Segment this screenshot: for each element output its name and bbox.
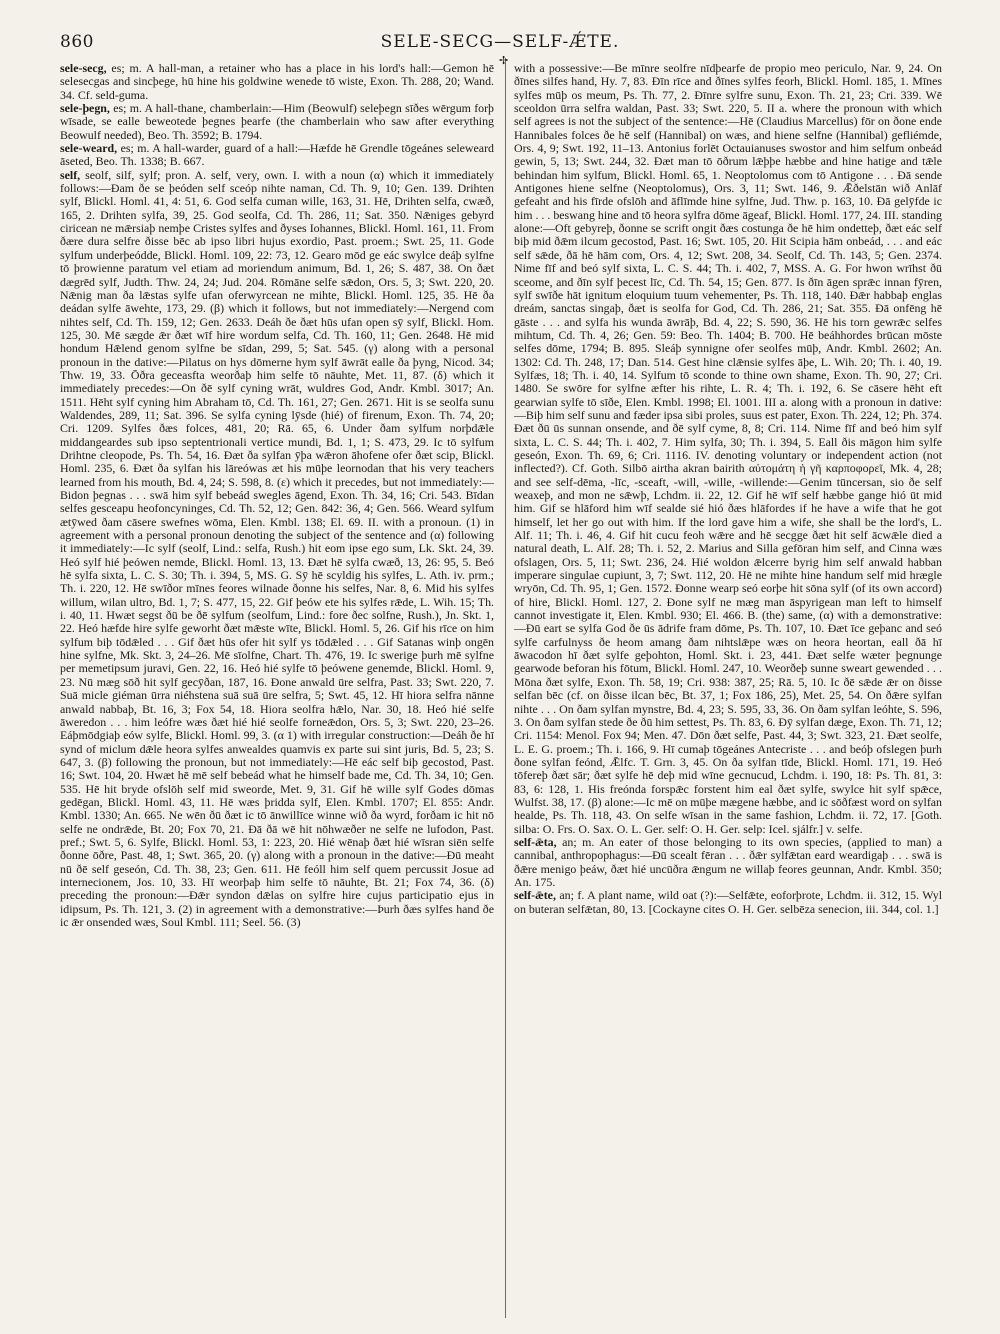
column-divider (505, 58, 506, 1318)
entry-text: with a possessive:—Be mīnre seolfre nīdþearfe de propio meo periculo, Nar. 9, 24. On ðīnes silfes hand, Hy. 7, 83. Ðīn rīce and ðīnes sylfes feorh, Blickl. Homl. 185, 1. Mīnes sylfes mūþ os meum, Ps. Th. 77, 2. Ðīnre sylfre sunu, Exon. Th. 21, 23; Cri. 339. Wē sceoldon ūrra selfra waldan, Past. 33; Swt. 220, 5. II a. where the pronoun with which self agrees is not the subject of the sentence:—Hē (Claudius Marcellus) fōr on ðone ende Hannibales folces ðe hē self (Hannibal) on wæs, and hiene selfne (Hannibal) gefliémde, Ors. 4, 9; Swt. 192, 11–13. Antonius forlēt Octauianuses swostor and him selfum onbeád gewin, 5, 13; Swt. 244, 32. Ðæt man tō ōðrum lǣþþe hæbbe and hine hatige and tǣle behindan him sylfum, Blickl. Homl. 65, 1. Neoptolomus com tō Antigone . . . Ðā sende Antigones hiene selfne (Neoptolomus), Ors. 3, 11; Swt. 146, 9. Ǣðelstān wið Anlāf gefeaht and his fīrde ofslōh and āflīmde hine sylfne, Jud. Thw. p. 163, 10. Ðā gelȳfde ic him . . . beswang hine and tō heora sylfra dōme āgeaf, Blickl. Homl. 177, 24. III. standing alone:—Oft gebyreþ, ðonne se scrift ongit ðæs costunga ðe hē him ondetteþ, ðæt eác self biþ mid ðǣm ilcum gecostod, Past. 16; Swt. 105, 20. Hit Scipia hām onbeád, . . . and eác self sǣde, ðā hē hām com, Ors. 4, 12; Swt. 208, 34. Seolf, Cd. Th. 143, 5; Gen. 2374. Nime fīf and beó sylf sixta, L. C. S. 44; Th. i. 402, 7, MSS. A. G. For hwon wrīhst ðū sceome, and ðīn sylf þecest līc, Cd. Th. 54, 15; Gen. 877. Is ðīn āgen sprǣc innan fȳren, sylf swīðe hāt ignitum eloquium tuum vehementer, Ps. Th. 118, 140. Ðǣr habbaþ englas dreám, sanctas singaþ, ðæt is seolfa for God, Cd. Th. 286, 21; Sat. 355. Ðā onfēng hē gāste . . . and sylfa his wunda āwrāþ, Bd. 4, 22; S. 590, 36. Hē his torn gewrǣc selfes mihtum, Cd. Th. 4, 26; Gen. 59: Beo. Th. 1404; B. 700. Hē beáhhordes brūcan mōste selfes dōme, 1794; B. 895. Sleáþ synnigne ofer seolfes mūþ, Andr. Kmbl. 2602; An. 1302: Cd. Th. 248, 17; Dan. 514. Gest hine clǣnsie sylfes āþe, L. Wih. 20; Th. i. 40, 19. Sylfæs, 18; Th. i. 40, 14. Sylfum tō sconde to thine own shame, Exon. Th. 90, 27; Cri. 1480. Se swōre for sylfne æfter his rihte, L. R. 4; Th. i. 192, 6. Se cāsere hēht eft gearwian sylfe tō sīðe, Elen. Kmbl. 1998; El. 1001. III a. along with a pronoun in dative:—Biþ him self sunu and fæder ipsa sibi proles, suus est pater, Exon. Th. 224, 12; Ph. 374. Ðæt ðū ūs sunnan onsende, and ðē sylf cyme, 8, 8; Cri. 114. Nime fīf and beó him sylf sixta, L. C. S. 44; Th. i. 402, 7. Him sylfa, 30; Th. i. 394, 5. Eall ðis māgon him sylfe geseón, Exon. Th. 69, 6; Cri. 1116. IV. denoting voluntary or independent action (not inflected?). Cf. Goth. Silbō airtha akran bairith αὐτομάτη ἡ γῆ καρποφορεῖ, Mk. 4, 28; and see self-dēma, -līc, -sceaft, -will, -wille, -willende:—Genim tūncersan, sio ðe self weaxeþ, and mon ne sǣwþ, Lchdm. ii. 22, 12. Gif hē wīf self hæbbe gange hió ūt mid him. Gif se hlāford him wīf sealde sié hió ðæs hlāfordes if he have a wife that he got himself, let her go out with him. If the lord gave him a wife, she shall be the lord's, L. Alf. 11; Th. i. 46, 4. Gif hit cucu feoh wǣre and hē secgge ðæt hit self ācwǣle died a natural death, L. Alf. 28; Th. i. 52, 2. Marius and Silla gefōran him self, and Cinna wæs ofslagen, Ors. 5, 11; Swt. 236, 24. Hié woldon ǣlcerre byrig him self anwald habban imperare singulae cupiunt, 3, 7; Swt. 112, 20. Hē ne mihte hine handum self mid hrægle wryōn, Cd. Th. 95, 1; Gen. 1572. Ðonne wearp seó eorþe hit sōna sylf (of its own accord) of hire, Blickl. Homl. 127, 2. Ðone sylf ne mæg man āspyrigean man left to himself cannot investigate it, Elen. Kmbl. 930; El. 466. B. (the) same, (α) with a demonstrative:—Ðū eart se sylfa God ðe ūs ādrife fram dōme, Ps. Th. 107, 10. Ðæt īce geþanc and seó sylfe carfulnyss ðe heom amang ðam nihtslǣpe wæs on heora heortan, eall ðā hī āwacodon hī ðæt sylfe geþohton, Homl. Skt. i. 23, 441. Ðæt selfe wæter þegnunge gearwode beforan his fōtum, Blickl. Homl. 247, 10. Weorðeþ sunne sweart gewended . . . Mōna ðæt sylfe, Exon. Th. 58, 19; Cri. 938: 387, 25; Rā. 5, 10. Ic ðē sǣde ǣr on ðisse selfan bēc (cf. on ðisse ilcan bēc, Bt. 37, 1; Fox 186, 25), Met. 25, 54. On ðǣre sylfan nihte . . . On ðam sylfan mynstre, Bd. 4, 23; S. 595, 33, 36. On ðam sylfan leóhte, S. 596, 3. On ðam sylfan stede ðe ðū him settest, Ps. Th. 83, 6. Ðȳ sylfan dæge, Exon. Th. 71, 12; Cri. 1154: Menol. Fox 94; Men. 47. Dōn ðæt selfe, Past. 44, 3; Swt. 323, 21. Ðæt seolfe, L. E. G. proem.; Th. i. 166, 9. Hī cumaþ tōgeánes Antecriste . . . and beóþ ofslegen þurh ðone sylfan feónd, Ǣlfc. T. Grn. 3, 45. On ða sylfan tīde, Blickl. Homl. 171, 19. Heó tōfereþ ðæt sār; ðæt sylfe hē deþ mid wīne gecnucud, Lchdm. i. 190, 18: Ps. Th. 81, 3: 83, 6: 128, 1. His freónda forspǣc forstent him eal ðæt sylfe, swylce hit sylf spǣce, Wulfst. 38, 17. (β) alone:—Ic mē on mūþe mægene hæbbe, and ic sōðfæst word on sylfan healde, Ps. Th. 118, 43. On selfe wīsan in the same fashion, Lchdm. ii. 72, 17. [Goth. silba: O. Frs. O. Sax. O. L. Ger. self: O. H. Ger. selp: Icel. sjálfr.] v. selfe. (514, 62, 942, 836)
headword: self-ǣta, (514, 834, 557, 849)
entry-text: seolf, silf, sylf; pron. A. self, very, own. I. with a noun (α) which it immediately follows:—Ðam ðe se þeóden self sceóp nihte naman, Cd. Th. 9, 10; Gen. 139. Drihten sylf, Blickl. Homl. 41, 4: 51, 6. God selfa cuman wille, 163, 31. Hē, Drihten selfa, cwæð, 165, 2. Drihten sylfa, 39, 25. God seolfa, Cd. Th. 286, 11; Sat. 350. Nǣniges gebyrd ciricean ne mǣrsiaþ nemþe Cristes sylfes and ðyses Iohannes, Blickl. Homl. 161, 11. From ðære dura selfre ðisse bēc ab ipso libri hujus exordio, Past. proem.; Swt. 25, 11. Gode sylfum underþeódde, Blickl. Homl. 109, 22: 73, 12. Gearo mōd ge eác swylce deáþ sylfne tō þrowienne paratum vel etiam ad moriendum animum, Bd. 1, 26; S. 487, 38. On ðæt dægrēd sylf, Judth. Thw. 24, 24; Jud. 204. Rōmāne selfe sǣdon, Ors. 5, 3; Swt. 220, 20. Nǣnig man ða lǣstas sylfe ufan oferwyrcean ne mihte, Blickl. Homl. 125, 35. Hē ða deádan sylfe āwehte, 173, 29. (β) which it follows, but not immediately:—Nergend com nihtes self, Cd. Th. 159, 12; Gen. 2633. Deáh ðe ðæt hūs ufan open sȳ sylf, Blickl. Hom. 125, 30. Mē sægde ǣr ðæt wīf hire wordum selfa, Cd. Th. 160, 11; Gen. 2648. Hē mid hondum Hǣlend genom sylfne be sīdan, 299, 5; Sat. 545. (γ) along with a personal pronoun in the dative:—Pilatus on hys dōmerne hym sylf āwrāt ealle ða þyng, Nicod. 34; Thw. 19, 33. Ōðra geceasfta weorðaþ him selfe tō nāuhte, Met. 11, 87. (δ) which it immediately precedes:—On ðē sylf cyning wrāt, wuldres God, Andr. Kmbl. 3017; An. 1511. Hēht sylf cyning him Abraham tō, Cd. Th. 161, 27; Gen. 2671. Hit is se seolfa sunu Waldendes, 289, 11; Sat. 396. Se sylfa cyning lȳsde (hié) of firenum, Exon. Th. 74, 20; Cri. 1209. Sylfes ðæs folces, 481, 20; Rā. 65, 6. Under ðam sylfum norþdǣle middangeardes sub ipso septentrionali vertice mundi, Bd. 1, 1; S. 473, 29. Ic tō sylfum Drihtne cleopode, Ps. Th. 54, 16. Ðæt ða sylfan ȳþa wǣron āhofene ofer ðæt scip, Blickl. Homl. 235, 6. Ðæt ða sylfan his lāreówas æt his mūþe leornodan that his very teachers learned from his mouth, Bd. 4, 24; S. 598, 8. (ε) which it precedes, but not immediately:—Bidon þegnas . . . swā him sylf bebeád swegles āgend, Exon. Th. 34, 16; Cri. 543. Bīdan selfes gesceapu heofoncyninges, Cd. Th. 52, 12; Gen. 842: 36, 4; Gen. 566. Weard sylfum ætȳwed ðam cāsere swefnes wōma, Elen. Kmbl. 138; El. 69. II. with a pronoun. (1) in agreement with a personal pronoun denoting the subject of the sentence and (α) following it immediately:—Ic sylf (seolf, Lind.: selfa, Rush.) hit eom ipse ego sum, Lk. Skt. 24, 39. Heó sylf hié þeówen nemde, Blickl. Homl. 13, 13. Ðæt hē sylfa cwæð, 13, 26: 95, 5. Beó hē sylfa sixta, L. C. S. 30; Th. i. 394, 5, MS. G. Sȳ hē scyldig his sylfes, L. Ath. iv. prm.; Th. i. 220, 12. Hē swīðor mīnes feores wilnade ðonne his selfes, Nar. 8, 6. Mid his sylfes willum, wilan ultro, Bd. 1, 7; S. 477, 15, 22. Gif þeów ete his sylfes rǣde, L. Wih. 15; Th. i. 40, 11. Hwæt segst ðū be ðē sylfum (seolfum, Lind.: fore ðec solfne, Rush.), Jn. Skt. 1, 22. Heó hæfde hire sylfe geworht ðæt mǣste wīte, Blickl. Homl. 5, 26. Gif his rīce on him sylfum biþ tōdǣled . . . Gif ðæt hūs ofer hit sylf ys tōdǣled . . . Gif Satanas winþ ongēn hine sylfne, Mk. Skt. 3, 24–26. Mē sīolfne, Chart. Th. 476, 19. Ic swerige þurh mē sylfne per memetipsum juravi, Gen. 22, 16. Heó hié sylfe tō þeówene genemde, Blickl. Homl. 9, 23. Nū mæg sōð hit sylf gecȳðan, 187, 16. Ðone anwald ūre selfra, Past. 33; Swt. 220, 7. Suā micle giéman ūrra niéhstena suā suā ūre selfra, 5; Swt. 45, 12. Hī hiora selfra nānne anwald nabbaþ, Bt. 16, 3; Fox 54, 18. Hiora seolfra hǣlo, Nar. 30, 18. Heó hié selfe āweredon . . . him leófre wæs ðæt hié hié seolfe forneǣdon, Ors. 5, 3; Swt. 220, 23–26. Eáþmōdgiaþ eów sylfe, Blickl. Homl. 99, 3. (α 1) with irregular construction:—Deáh ðe hī synd of miclum dǣle heora sylfes anwealdes quamvis ex parte sui sint juris, Bd. 5, 23; S. 647, 3. (β) following the pronoun, but not immediately:—Hē eác self biþ gecostod, Past. 16; Swt. 104, 20. Hwæt hē mē self bebeád what he himself bade me, Cd. Th. 34, 10; Gen. 535. Hē hit bryde ofslōh self mid sweorde, Met. 9, 31. Gif hē wille sylf Godes dōmas gedēgan, Blickl. Homl. 43, 11. Hē wæs þridda sylf, Elen. Kmbl. 1707; El. 855: Andr. Kmbl. 1330; An. 665. Ne wēn ðū ðæt ic tō ānwillīce winne wið ða wyrd, forðam ic hit nō selfe ne ondrǣde, Bt. 20; Fox 70, 21. Ðā ðā wē hit nōhwæðer ne selfe ne lufodon, Past. pref.; Swt. 5, 6. Sylfe, Blickl. Homl. 53, 1: 223, 20. Hié wēnaþ ðæt hié wīsran siēn selfe ðonne ōðre, Past. 48, 1; Swt. 365, 20. (γ) along with a pronoun in the dative:—Ðū meaht nū ðē self geseón, Cd. Th. 38, 23; Gen. 611. Hē feóll him self quem percussit Josue ad internecionem, Jos. 10, 33. Hī weorþaþ him selfe tō nāuhte, Bt. 21; Fox 74, 36. (δ) preceding the pronoun:—Ðǣr syndon dǣlas on sylfre hire cujus participatio ejus in idipsum, Ps. Th. 121, 3. (2) in agreement with a demonstrative:—Þurh ðæs sylfes hand ðe ic ǣr onsended wæs, Soul Kmbl. 111; Seel. 56. (3) (60, 167, 494, 929)
entry-text: an; m. An eater of those belonging to its own species, (applied to man) a cannibal, anthropophagus:—Ðū scealt fēran . . . ðǣr sylfǣtan eard weardigaþ . . . swā is ðǣre menigo þeáw, ðæt hié uncūðra ǣngum ne willaþ feores geunnan, Andr. Kmbl. 350; An. 175. (514, 834, 942, 889)
entry-self-aeta (514, 836, 942, 889)
headword: sele-þegn, (60, 101, 110, 116)
headword: self-ǣte, (514, 888, 556, 903)
headword: sele-weard, (60, 141, 118, 156)
running-head: SELE-SECG—SELF-ǼTE. (380, 32, 620, 52)
entry-sele-secg (60, 62, 494, 102)
divider-ornament: ✢ (499, 54, 509, 67)
entry-text: es; m. A hall-warder, guard of a hall:—Hæfde hē Grendle tōgeánes seleweard āseted, Beo. Th. 1338; B. 667. (60, 141, 494, 169)
entry-self-aete (514, 889, 942, 916)
entry-text: es; m. A hall-man, a retainer who has a place in his lord's hall:—Gemon hē selesecgas and sincþege, hū hine his goldwine wenede tō wiste, Exon. Th. 288, 20; Wand. 34. Cf. seld-guma. (60, 62, 494, 102)
entry-self (60, 169, 494, 930)
entry-self-continued (514, 62, 942, 836)
headword: self, (60, 167, 81, 182)
entry-text: es; m. A hall-thane, chamberlain:—Him (Beowulf) seleþegn sīðes wērgum forþ wīsade, se ealle beweotede þegnes þearfe (the chamberlain who saw after everything Beowulf needed), Beo. Th. 3592; B. 1794. (60, 101, 494, 142)
right-column (514, 62, 942, 1324)
page-number: 860 (60, 32, 94, 52)
left-column (60, 62, 494, 1324)
headword: sele-secg, (60, 62, 107, 75)
entry-sele-weard (60, 142, 494, 169)
entry-sele-thegn (60, 102, 494, 142)
entry-text: an; f. A plant name, wild oat (?):—Selfǣte, eoforþrote, Lchdm. ii. 312, 15. Wyl on buteran selfǣtan, 80, 13. [Cockayne cites O. H. Ger. selbēza senecion, iii. 344, col. 1.] (514, 888, 942, 916)
